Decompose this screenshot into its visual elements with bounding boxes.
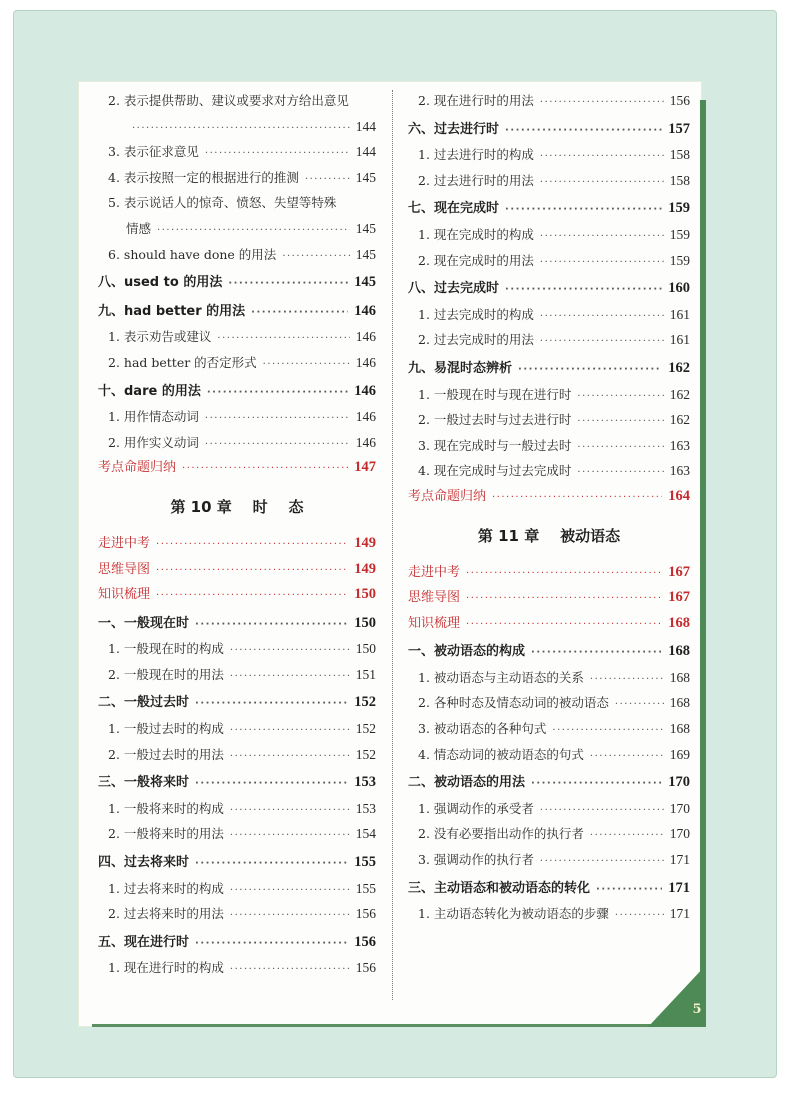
toc-entry-title: 八、used to 的用法 xyxy=(98,275,223,291)
toc-entry[interactable] xyxy=(408,88,690,114)
dot-leader xyxy=(230,718,350,744)
dot-leader xyxy=(552,718,663,744)
dot-leader xyxy=(577,460,663,486)
toc-entry-title: 3. 被动语态的各种句式 xyxy=(418,721,547,737)
toc-page-number: 144 xyxy=(355,144,376,160)
toc-entry-title: 1. 一般将来时的构成 xyxy=(108,800,224,816)
toc-page-number: 168 xyxy=(669,695,690,711)
toc-entry-title: 2. 各种时态及情态动词的被动语态 xyxy=(418,695,609,711)
toc-entry[interactable] xyxy=(408,327,690,353)
toc-page-number: 152 xyxy=(354,694,376,711)
toc-entry[interactable] xyxy=(98,901,376,927)
toc-page-number: 170 xyxy=(669,800,690,816)
toc-entry[interactable] xyxy=(98,216,376,242)
toc-page-number: 147 xyxy=(354,459,376,476)
dot-leader xyxy=(590,744,664,770)
dot-leader xyxy=(228,271,348,297)
page-edge-green-bottom xyxy=(92,1024,706,1027)
toc-highlight-entry[interactable] xyxy=(408,484,690,510)
dot-leader xyxy=(577,384,663,410)
toc-entry[interactable] xyxy=(98,430,376,456)
toc-entry[interactable] xyxy=(98,636,376,662)
toc-section-entry[interactable] xyxy=(98,299,376,325)
toc-section-entry[interactable] xyxy=(408,876,690,902)
toc-entry[interactable] xyxy=(98,114,376,140)
toc-section-entry[interactable] xyxy=(98,770,376,796)
toc-page-number: 149 xyxy=(354,534,376,551)
dot-leader xyxy=(230,798,350,824)
toc-entry-title: 2. had better 的否定形式 xyxy=(108,354,257,370)
toc-section-entry[interactable] xyxy=(98,611,376,637)
toc-page-number: 145 xyxy=(355,246,376,262)
toc-entry-title: 2. 过去将来时的用法 xyxy=(108,906,224,922)
toc-entry[interactable] xyxy=(408,222,690,248)
toc-entry-title: 1. 过去进行时的构成 xyxy=(418,147,534,163)
toc-page-number: 170 xyxy=(668,774,690,791)
toc-highlight-entry[interactable] xyxy=(408,611,690,637)
dot-leader xyxy=(156,558,348,584)
toc-page-number: 156 xyxy=(669,93,690,108)
toc-entry-title: 走进中考 xyxy=(408,564,461,580)
toc-page-number: 145 xyxy=(354,274,376,291)
toc-entry[interactable] xyxy=(408,458,690,484)
toc-entry-title: 1. 过去将来时的构成 xyxy=(108,880,224,896)
toc-entry[interactable] xyxy=(408,142,690,168)
dot-leader xyxy=(540,849,664,875)
toc-page-number: 144 xyxy=(355,118,376,134)
toc-page-number: 159 xyxy=(669,226,690,242)
toc-entry-title: 2. 过去完成时的用法 xyxy=(418,332,534,348)
toc-page-number: 152 xyxy=(355,746,376,762)
toc-entry-title: 一、一般现在时 xyxy=(98,615,190,631)
toc-entry[interactable] xyxy=(408,796,690,822)
dot-leader xyxy=(540,170,664,196)
toc-entry-title: 1. 一般现在时的构成 xyxy=(108,641,224,657)
toc-entry[interactable] xyxy=(98,190,376,216)
toc-entry-title: 三、主动语态和被动语态的转化 xyxy=(408,880,591,896)
toc-entry-title: 1. 被动语态与主动语态的关系 xyxy=(418,669,584,685)
toc-entry[interactable] xyxy=(98,242,376,268)
toc-entry-title: 4. 现在完成时与过去完成时 xyxy=(418,463,572,479)
toc-entry[interactable] xyxy=(408,248,690,274)
toc-page-number: 171 xyxy=(669,906,690,922)
toc-entry-title: 思维导图 xyxy=(408,590,461,606)
toc-page-number: 146 xyxy=(355,329,376,345)
dot-leader xyxy=(590,667,664,693)
toc-page-number: 161 xyxy=(669,306,690,322)
toc-entry-title: 二、被动语态的用法 xyxy=(408,775,526,791)
toc-highlight-entry[interactable] xyxy=(408,560,690,586)
toc-section-entry[interactable] xyxy=(408,356,690,382)
toc-left-column xyxy=(98,88,376,981)
dot-leader xyxy=(195,851,348,877)
page-edge-green-right xyxy=(700,100,706,1027)
toc-entry-title: 2. 没有必要指出动作的执行者 xyxy=(418,826,584,842)
toc-entry[interactable] xyxy=(98,662,376,688)
toc-entry-title: 2. 现在完成时的用法 xyxy=(418,252,534,268)
dot-leader xyxy=(540,329,664,355)
toc-highlight-entry[interactable] xyxy=(98,531,376,557)
toc-section-entry[interactable] xyxy=(408,639,690,665)
toc-entry[interactable] xyxy=(98,350,376,376)
toc-entry[interactable] xyxy=(408,742,690,768)
toc-entry-title: 二、一般过去时 xyxy=(98,695,190,711)
dot-leader xyxy=(540,304,664,330)
toc-entry-title: 6. should have done 的用法 xyxy=(108,246,277,262)
toc-page-number: 150 xyxy=(354,614,376,631)
toc-section-entry[interactable] xyxy=(98,270,376,296)
toc-entry-title: 六、过去进行时 xyxy=(408,121,500,137)
toc-entry-title: 2. 一般过去时的用法 xyxy=(108,746,224,762)
toc-page-number: 152 xyxy=(355,721,376,737)
dot-leader xyxy=(156,532,348,558)
dot-leader xyxy=(263,352,350,378)
toc-entry-title: 1. 一般过去时的构成 xyxy=(108,721,224,737)
toc-entry-title: 1. 表示劝告或建议 xyxy=(108,329,212,345)
toc-entry-title: 2. 一般将来时的用法 xyxy=(108,826,224,842)
toc-entry-title: 2. 表示提供帮助、建议或要求对方给出意见 xyxy=(108,93,349,108)
toc-page-number: 163 xyxy=(669,437,690,453)
dot-leader xyxy=(132,116,350,142)
toc-entry[interactable] xyxy=(408,665,690,691)
toc-entry[interactable] xyxy=(98,404,376,430)
toc-page-number: 154 xyxy=(355,826,376,842)
dot-leader xyxy=(615,692,664,718)
toc-entry[interactable] xyxy=(408,382,690,408)
toc-highlight-entry[interactable] xyxy=(98,582,376,608)
toc-entry-title: 1. 一般现在时与现在进行时 xyxy=(418,386,572,402)
toc-page-number: 170 xyxy=(669,826,690,842)
toc-page-number: 171 xyxy=(669,852,690,868)
toc-page-number: 145 xyxy=(355,220,376,236)
dot-leader xyxy=(615,903,664,929)
toc-entry-title: 一、被动语态的构成 xyxy=(408,644,526,660)
toc-page-number: 162 xyxy=(669,412,690,428)
toc-entry-title: 情感 xyxy=(126,220,152,236)
dot-leader xyxy=(230,823,350,849)
dot-leader xyxy=(505,277,662,303)
toc-entry-title: 3. 现在完成时与一般过去时 xyxy=(418,437,572,453)
dot-leader xyxy=(230,664,350,690)
dot-leader xyxy=(577,435,663,461)
toc-page-number: 161 xyxy=(669,332,690,348)
toc-page-number: 155 xyxy=(355,880,376,896)
toc-page-number: 158 xyxy=(669,147,690,163)
toc-page-number: 146 xyxy=(355,354,376,370)
dot-leader xyxy=(466,612,662,638)
toc-entry[interactable] xyxy=(408,847,690,873)
dot-leader xyxy=(466,586,662,612)
toc-page-number: 158 xyxy=(669,172,690,188)
toc-page-number: 149 xyxy=(354,560,376,577)
toc-entry-title: 1. 主动语态转化为被动语态的步骤 xyxy=(418,906,609,922)
toc-highlight-entry[interactable] xyxy=(98,455,376,481)
toc-entry-title: 走进中考 xyxy=(98,535,151,551)
toc-entry-title: 5. 表示说话人的惊奇、愤怒、失望等特殊 xyxy=(108,195,337,211)
dot-leader xyxy=(157,218,350,244)
dot-leader xyxy=(466,561,662,587)
toc-page-number: 150 xyxy=(354,586,376,603)
toc-entry-title: 3. 强调动作的执行者 xyxy=(418,852,534,868)
toc-entry-title: 2. 现在进行时的用法 xyxy=(418,93,534,108)
toc-section-entry[interactable] xyxy=(408,770,690,796)
toc-page-number: 168 xyxy=(668,614,690,631)
dot-leader xyxy=(590,823,664,849)
toc-section-entry[interactable] xyxy=(408,276,690,302)
toc-page-number: 155 xyxy=(354,854,376,871)
dot-leader xyxy=(540,90,664,116)
toc-entry-title: 2. 用作实义动词 xyxy=(108,434,199,450)
toc-entry[interactable] xyxy=(98,324,376,350)
toc-entry[interactable] xyxy=(408,433,690,459)
toc-page-number: 146 xyxy=(354,302,376,319)
toc-page-number: 151 xyxy=(355,666,376,682)
dot-leader xyxy=(230,957,350,983)
dot-leader xyxy=(230,903,350,929)
dot-leader xyxy=(540,250,664,276)
toc-page-number: 145 xyxy=(355,169,376,185)
toc-page-number: 150 xyxy=(355,641,376,657)
toc-entry[interactable] xyxy=(98,139,376,165)
toc-page-number: 156 xyxy=(355,960,376,976)
toc-entry[interactable] xyxy=(408,407,690,433)
dot-leader xyxy=(505,118,662,144)
toc-page-number: 167 xyxy=(668,563,690,580)
toc-section-entry[interactable] xyxy=(98,379,376,405)
dot-leader xyxy=(305,167,350,193)
toc-entry[interactable] xyxy=(408,901,690,927)
toc-page-number: 157 xyxy=(668,120,690,137)
dot-leader xyxy=(505,197,662,223)
dot-leader xyxy=(230,638,350,664)
toc-page-number: 168 xyxy=(669,669,690,685)
toc-entry[interactable] xyxy=(98,955,376,981)
toc-section-entry[interactable] xyxy=(98,690,376,716)
toc-entry-title: 1. 过去完成时的构成 xyxy=(418,306,534,322)
toc-entry-title: 4. 表示按照一定的根据进行的推测 xyxy=(108,169,299,185)
dot-leader xyxy=(217,326,349,352)
toc-page-number: 168 xyxy=(669,721,690,737)
dot-leader xyxy=(230,744,350,770)
dot-leader xyxy=(251,300,348,326)
toc-entry[interactable] xyxy=(98,876,376,902)
toc-entry[interactable] xyxy=(98,821,376,847)
toc-entry-title: 3. 表示征求意见 xyxy=(108,144,199,160)
dot-leader xyxy=(195,931,348,957)
toc-section-entry[interactable] xyxy=(98,850,376,876)
toc-page-number: 168 xyxy=(668,643,690,660)
toc-page-number: 164 xyxy=(668,487,690,504)
toc-section-entry[interactable] xyxy=(408,196,690,222)
dot-leader xyxy=(596,877,662,903)
toc-page-number: 162 xyxy=(669,386,690,402)
toc-entry-title: 八、过去完成时 xyxy=(408,281,500,297)
dot-leader xyxy=(205,406,350,432)
toc-entry[interactable] xyxy=(408,821,690,847)
dot-leader xyxy=(531,771,662,797)
toc-highlight-entry[interactable] xyxy=(408,585,690,611)
page-number: 5 xyxy=(692,1002,702,1017)
toc-page-number: 159 xyxy=(669,252,690,268)
toc-entry-title: 4. 情态动词的被动语态的句式 xyxy=(418,746,584,762)
chapter-heading: 第 11 章 被动语态 xyxy=(477,526,621,545)
toc-entry-title: 考点命题归纳 xyxy=(408,488,487,504)
toc-entry-title: 1. 现在进行时的构成 xyxy=(108,960,224,976)
toc-entry[interactable] xyxy=(98,88,376,114)
toc-page-number: 146 xyxy=(354,382,376,399)
toc-page-number: 171 xyxy=(668,879,690,896)
dot-leader xyxy=(195,612,348,638)
toc-page-number: 160 xyxy=(668,280,690,297)
dot-leader xyxy=(205,432,350,458)
column-divider xyxy=(392,90,393,1000)
toc-entry[interactable] xyxy=(408,716,690,742)
toc-entry-title: 四、过去将来时 xyxy=(98,855,190,871)
toc-entry[interactable] xyxy=(98,716,376,742)
dot-leader xyxy=(230,878,350,904)
toc-page-number: 146 xyxy=(355,434,376,450)
toc-page-number: 156 xyxy=(355,906,376,922)
toc-entry-title: 思维导图 xyxy=(98,561,151,577)
toc-entry[interactable] xyxy=(98,742,376,768)
dot-leader xyxy=(207,380,348,406)
dot-leader xyxy=(577,409,663,435)
dot-leader xyxy=(531,640,662,666)
toc-page-number: 153 xyxy=(354,774,376,791)
toc-page-number: 159 xyxy=(668,200,690,217)
dot-leader xyxy=(540,798,664,824)
toc-page-number: 169 xyxy=(669,746,690,762)
toc-entry-title: 1. 现在完成时的构成 xyxy=(418,226,534,242)
dot-leader xyxy=(518,357,662,383)
toc-entry-title: 2. 一般过去时与过去进行时 xyxy=(418,412,572,428)
dot-leader xyxy=(282,244,349,270)
toc-entry-title: 知识梳理 xyxy=(408,615,461,631)
toc-page-number: 156 xyxy=(354,933,376,950)
dot-leader xyxy=(540,224,664,250)
toc-page-number: 163 xyxy=(669,463,690,479)
dot-leader xyxy=(195,771,348,797)
dot-leader xyxy=(195,691,348,717)
chapter-heading: 第 10 章 时 态 xyxy=(170,497,304,516)
toc-entry[interactable] xyxy=(98,796,376,822)
toc-page-number: 153 xyxy=(355,800,376,816)
toc-entry-title: 九、易混时态辨析 xyxy=(408,360,513,376)
toc-entry-title: 九、had better 的用法 xyxy=(98,303,246,319)
toc-entry-title: 七、现在完成时 xyxy=(408,201,500,217)
dot-leader xyxy=(156,583,348,609)
toc-entry[interactable] xyxy=(408,690,690,716)
toc-entry-title: 十、dare 的用法 xyxy=(98,383,201,399)
toc-right-column xyxy=(408,88,690,927)
toc-entry[interactable] xyxy=(408,168,690,194)
toc-section-entry[interactable] xyxy=(408,117,690,143)
toc-entry[interactable] xyxy=(408,302,690,328)
toc-highlight-entry[interactable] xyxy=(98,557,376,583)
toc-entry-title: 知识梳理 xyxy=(98,587,151,603)
toc-section-entry[interactable] xyxy=(98,930,376,956)
toc-entry[interactable] xyxy=(98,165,376,191)
page-corner-tab xyxy=(648,965,706,1027)
dot-leader xyxy=(182,456,348,482)
toc-entry-title: 五、现在进行时 xyxy=(98,934,190,950)
toc-entry-title: 2. 过去进行时的用法 xyxy=(418,172,534,188)
toc-entry-title: 三、一般将来时 xyxy=(98,775,190,791)
dot-leader xyxy=(205,141,350,167)
dot-leader xyxy=(540,144,664,170)
toc-entry-title: 2. 一般现在时的用法 xyxy=(108,666,224,682)
toc-page-number: 167 xyxy=(668,589,690,606)
toc-entry-title: 1. 用作情态动词 xyxy=(108,409,199,425)
toc-page-number: 162 xyxy=(668,359,690,376)
dot-leader xyxy=(492,485,662,511)
toc-entry-title: 1. 强调动作的承受者 xyxy=(418,800,534,816)
toc-page-number: 146 xyxy=(355,409,376,425)
toc-entry-title: 考点命题归纳 xyxy=(98,460,177,476)
